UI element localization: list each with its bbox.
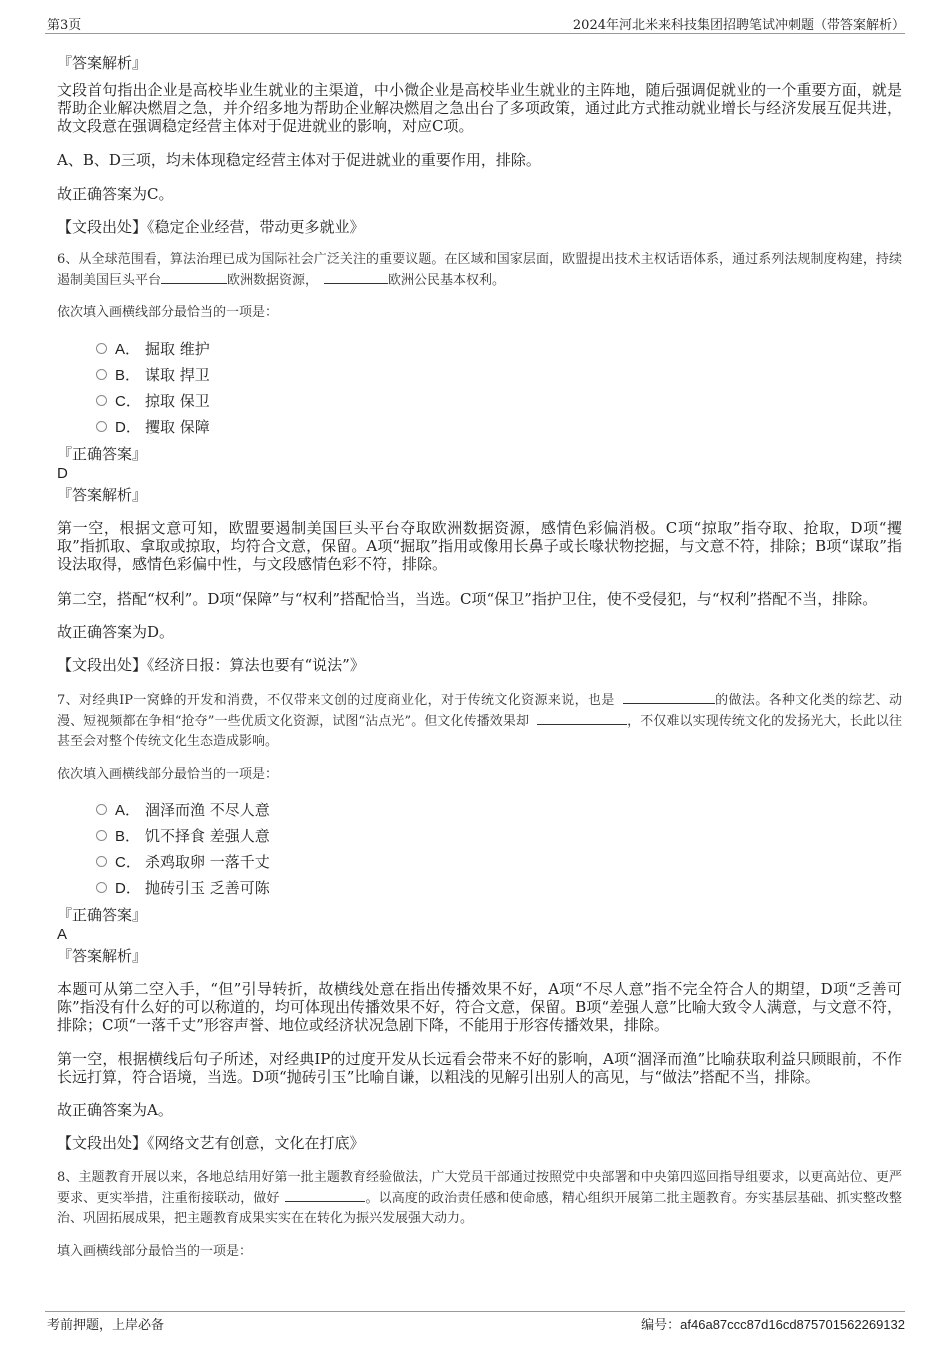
q7-analysis-paragraph-3: 故正确答案为A。 — [57, 1101, 173, 1119]
q7-option-c[interactable] — [96, 853, 270, 872]
radio-icon[interactable] — [96, 830, 107, 841]
radio-icon[interactable] — [96, 804, 107, 815]
q6-stem-part-3: 欧洲公民基本权利。 — [388, 273, 506, 288]
q6-option-a-letter: A． — [115, 341, 141, 358]
q6-option-a[interactable] — [96, 340, 210, 359]
prev-analysis-paragraph-3: 故正确答案为C。 — [57, 185, 174, 203]
q8-prompt: 填入画横线部分最恰当的一项是： — [57, 1244, 253, 1259]
q6-stem-part-1: 6、从全球范围看，算法治理已成为国际社会广泛关注的重要议题。在区域和国家层面，欧盟提出技术主权话语体系，通过系列法规制度构建，持续遏制美国巨头平台 — [57, 252, 902, 288]
q7-stem-part-2: 的做法。各种文化类的综艺、动漫、短视频都在争相“抢夺”一些优质文化资源，试图“沾点光”。但文化传播效果却 — [57, 693, 902, 729]
radio-icon[interactable] — [96, 343, 107, 354]
q7-blank-1 — [623, 690, 715, 704]
q7-option-a[interactable] — [96, 801, 270, 820]
prev-analysis-paragraph-1: 文段首句指出企业是高校毕业生就业的主渠道，中小微企业是高校毕业生就业的主阵地，随后强调促就业的一个重要方面，就是帮助企业解决燃眉之急，并介绍多地为帮助企业解决燃眉之急出台了多项政策，通过此方式推动就业增长与经济发展互促共进，故文段意在强调稳定经营主体对于促进就业的影响，对应C项。 — [57, 81, 902, 135]
q7-option-d[interactable] — [96, 879, 270, 898]
q7-stem — [57, 690, 902, 752]
q6-correct-label: 『正确答案』 — [57, 445, 148, 463]
q6-prompt: 依次填入画横线部分最恰当的一项是： — [57, 305, 279, 320]
q6-answer: D — [57, 465, 68, 482]
q6-source: 【文段出处】《经济日报：算法也要有“说法”》 — [57, 656, 365, 674]
q7-source: 【文段出处】《网络文艺有创意，文化在打底》 — [57, 1134, 365, 1152]
q7-option-a-letter: A． — [115, 802, 141, 819]
q7-analysis-paragraph-2: 第一空，根据横线后句子所述，对经典IP的过度开发从长远看会带来不好的影响，A项“涸泽而渔”比喻获取利益只顾眼前，不作长远打算，符合语境，当选。D项“抛砖引玉”比喻自谦，以粗浅的见解引出别人的高见，与“做法”搭配不当，排除。 — [57, 1050, 902, 1086]
q6-option-a-text: 掘取 维护 — [145, 340, 210, 358]
footer-slogan: 考前押题，上岸必备 — [47, 1318, 165, 1333]
page-number: 第3页 — [47, 18, 82, 33]
prev-analysis-label: 『答案解析』 — [57, 54, 148, 72]
q6-option-c[interactable] — [96, 392, 210, 411]
q6-analysis-paragraph-1: 第一空，根据文意可知，欧盟要遏制美国巨头平台夺取欧洲数据资源，感情色彩偏消极。C项“掠取”指夺取、抢取，D项“攫取”指抓取、拿取或掠取，均符合文意，保留。A项“掘取”指用或像用长鼻子或长喙状物挖掘，与文意不符，排除；B项“谋取”指设法取得，感情色彩偏中性，与文段感情色彩不符，排除。 — [57, 519, 902, 573]
radio-icon[interactable] — [96, 882, 107, 893]
document-title: 2024年河北米来科技集团招聘笔试冲刺题（带答案解析） — [572, 18, 905, 33]
q8-blank-1 — [285, 1188, 365, 1202]
q6-blank-1 — [161, 270, 227, 284]
radio-icon[interactable] — [96, 395, 107, 406]
q7-option-d-text: 抛砖引玉 乏善可陈 — [145, 879, 270, 897]
q6-analysis-label: 『答案解析』 — [57, 486, 148, 504]
radio-icon[interactable] — [96, 856, 107, 867]
radio-icon[interactable] — [96, 369, 107, 380]
q7-prompt: 依次填入画横线部分最恰当的一项是： — [57, 767, 279, 782]
q7-option-c-text: 杀鸡取卵 一落千丈 — [145, 853, 270, 871]
q7-analysis-label: 『答案解析』 — [57, 947, 148, 965]
q7-blank-2 — [537, 711, 627, 725]
q7-analysis-paragraph-1: 本题可从第二空入手，“但”引导转折，故横线处意在指出传播效果不好，A项“不尽人意”指不完全符合人的期望，D项“乏善可陈”指没有什么好的可以称道的，均可体现出传播效果不好，符合文意，保留。B项“差强人意”比喻大致令人满意，与文意不符，排除；C项“一落千丈”形容声誉、地位或经济状况急剧下降，不能用于形容传播效果，排除。 — [57, 980, 902, 1034]
q6-analysis-paragraph-3: 故正确答案为D。 — [57, 623, 175, 641]
q6-option-b[interactable] — [96, 366, 210, 385]
q8-stem-part-2: 。以高度的政治责任感和使命感，精心组织开展第二批主题教育。夯实基层基础、抓实整改整治、巩固拓展成果，把主题教育成果实实在在转化为振兴发展强大动力。 — [57, 1191, 902, 1226]
q7-option-b-text: 饥不择食 差强人意 — [145, 827, 270, 845]
footer-document-id: 编号：af46a87ccc87d16cd875701562269132 — [641, 1317, 905, 1332]
q8-stem-part-1: 8、主题教育开展以来，各地总结用好第一批主题教育经验做法，广大党员干部通过按照党中央部署和中央第四巡回指导组要求，以更高站位、更严要求、更实举措，注重衔接联动，做好 — [57, 1170, 902, 1206]
prev-analysis-paragraph-2: A、B、D三项，均未体现稳定经营主体对于促进就业的重要作用，排除。 — [57, 151, 541, 169]
q6-option-b-text: 谋取 捍卫 — [145, 366, 210, 384]
footer-divider — [45, 1311, 905, 1312]
header-divider — [45, 33, 905, 34]
q7-option-b-letter: B． — [115, 828, 141, 845]
q6-option-d[interactable] — [96, 418, 210, 437]
q7-option-b[interactable] — [96, 827, 270, 846]
q7-answer: A — [57, 926, 68, 943]
q6-analysis-paragraph-2: 第二空，搭配“权利”。D项“保障”与“权利”搭配恰当，当选。C项“保卫”指护卫住，使不受侵犯，与“权利”搭配不当，排除。 — [57, 590, 878, 608]
q7-option-a-text: 涸泽而渔 不尽人意 — [145, 801, 270, 819]
q6-stem-part-2: 欧洲数据资源， — [227, 273, 319, 288]
prev-source: 【文段出处】《稳定企业经营，带动更多就业》 — [57, 218, 365, 236]
q6-option-d-letter: D． — [115, 419, 141, 436]
q8-stem — [57, 1168, 902, 1229]
q6-blank-2 — [324, 270, 388, 284]
q6-option-c-text: 掠取 保卫 — [145, 392, 210, 410]
q6-option-c-letter: C． — [115, 393, 141, 410]
q7-stem-part-1: 7、对经典IP一窝蜂的开发和消费，不仅带来文创的过度商业化，对于传统文化资源来说，也是 — [57, 693, 615, 708]
q6-stem — [57, 250, 902, 291]
q6-option-d-text: 攫取 保障 — [145, 418, 210, 436]
q7-option-d-letter: D． — [115, 880, 141, 897]
q7-option-c-letter: C． — [115, 854, 141, 871]
q6-option-b-letter: B． — [115, 367, 141, 384]
radio-icon[interactable] — [96, 421, 107, 432]
q7-correct-label: 『正确答案』 — [57, 906, 148, 924]
q7-stem-part-3: ，不仅难以实现传统文化的发扬光大，长此以往甚至会对整个传统文化生态造成影响。 — [57, 714, 902, 749]
